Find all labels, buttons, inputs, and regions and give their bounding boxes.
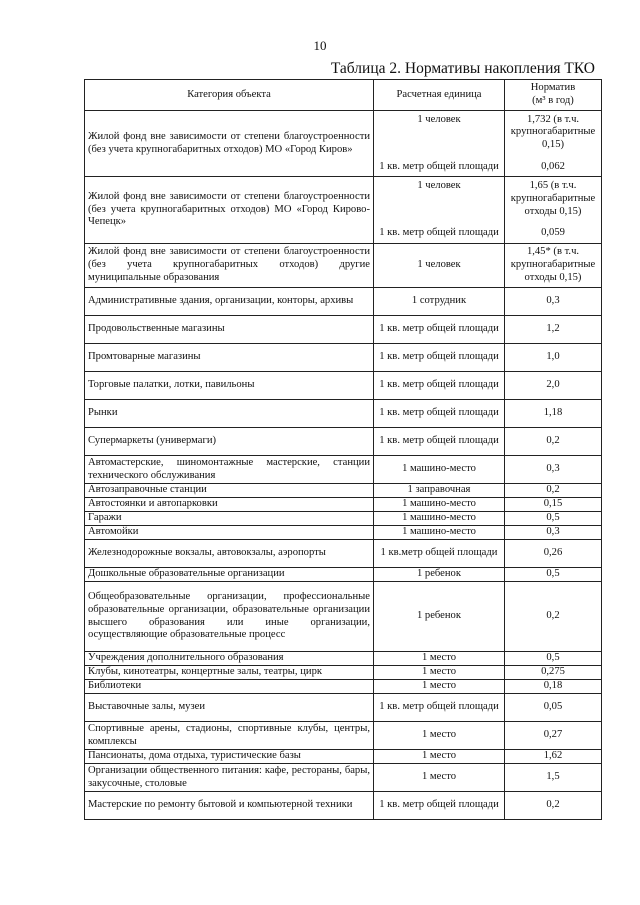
norm-cell: 0,15: [505, 498, 602, 512]
norm-cell: 1,62: [505, 750, 602, 764]
category-cell: Жилой фонд вне зависимости от степени благоустроенности (без учета крупногабаритных отходов) другие муниципальные образования: [85, 244, 374, 288]
unit-cell: 1 человек: [374, 244, 505, 288]
category-cell: Автомойки: [85, 526, 374, 540]
unit-cell: [374, 177, 505, 244]
norm-cell: 0,27: [505, 722, 602, 750]
page-number: 10: [313, 38, 327, 53]
unit-cell: 1 кв. метр общей площади: [374, 316, 505, 344]
table-row: [85, 792, 602, 820]
norm-cell: 1,5: [505, 764, 602, 792]
category-cell: Дошкольные образовательные организации: [85, 568, 374, 582]
category-cell: Библиотеки: [85, 680, 374, 694]
unit-cell: 1 машино-место: [374, 526, 505, 540]
unit-cell: 1 ребенок: [374, 582, 505, 652]
table-row: [85, 694, 602, 722]
category-cell: Административные здания, организации, конторы, архивы: [85, 288, 374, 316]
unit-cell: 1 машино-место: [374, 456, 505, 484]
norm-bottom: 0,059: [541, 227, 565, 239]
category-cell: Промтоварные магазины: [85, 344, 374, 372]
unit-cell: 1 сотрудник: [374, 288, 505, 316]
table-row: [85, 568, 602, 582]
norms-table: [84, 79, 602, 820]
category-cell: Супермаркеты (универмаги): [85, 428, 374, 456]
header-norm-title: Норматив: [530, 82, 576, 94]
norm-cell: 0,3: [505, 526, 602, 540]
norm-cell: 0,5: [505, 652, 602, 666]
table-row: [85, 111, 602, 177]
table-row: [85, 372, 602, 400]
norm-top: 1,732 (в т.ч. крупногабаритные 0,15): [510, 113, 596, 151]
table-caption: Таблица 2. Нормативы накопления ТКО: [330, 60, 595, 77]
table-row: [85, 512, 602, 526]
header-unit: Расчетная единица: [374, 80, 505, 111]
norm-bottom: 0,062: [541, 160, 565, 172]
norm-cell: 0,2: [505, 484, 602, 498]
unit-cell: 1 машино-место: [374, 498, 505, 512]
unit-cell: 1 место: [374, 750, 505, 764]
category-cell: Учреждения дополнительного образования: [85, 652, 374, 666]
unit-cell: 1 кв. метр общей площади: [374, 792, 505, 820]
norm-cell: 0,3: [505, 288, 602, 316]
category-cell: Жилой фонд вне зависимости от степени благоустроенности (без учета крупногабаритных отходов) МО «Город Киров»: [85, 111, 374, 177]
unit-cell: 1 место: [374, 764, 505, 792]
table-row: [85, 498, 602, 512]
unit-top: 1 человек: [417, 180, 461, 191]
header-norm-units: (м³ в год): [532, 95, 574, 106]
table-row: [85, 344, 602, 372]
norm-cell: 2,0: [505, 372, 602, 400]
category-cell: Продовольственные магазины: [85, 316, 374, 344]
table-row: [85, 526, 602, 540]
norm-cell: 0,3: [505, 456, 602, 484]
unit-bottom: 1 кв. метр общей площади: [379, 160, 499, 172]
unit-bottom: 1 кв. метр общей площади: [379, 227, 499, 239]
table-row: [85, 582, 602, 652]
category-cell: Мастерские по ремонту бытовой и компьютерной техники: [85, 792, 374, 820]
table-row: [85, 722, 602, 750]
unit-cell: 1 место: [374, 652, 505, 666]
category-cell: Выставочные залы, музеи: [85, 694, 374, 722]
norm-cell: 1,2: [505, 316, 602, 344]
table-row: [85, 456, 602, 484]
norm-cell: 0,5: [505, 568, 602, 582]
table-row: [85, 244, 602, 288]
category-cell: Организации общественного питания: кафе, рестораны, бары, закусочные, столовые: [85, 764, 374, 792]
norm-cell: 1,45* (в т.ч. крупногабаритные отходы 0,15): [505, 244, 602, 288]
category-cell: Клубы, кинотеатры, концертные залы, театры, цирк: [85, 666, 374, 680]
norm-cell: 0,275: [505, 666, 602, 680]
norm-cell: 0,2: [505, 582, 602, 652]
unit-cell: 1 кв. метр общей площади: [374, 428, 505, 456]
table-row: [85, 666, 602, 680]
table-row: [85, 680, 602, 694]
unit-cell: 1 кв. метр общей площади: [374, 372, 505, 400]
norm-cell: 1,18: [505, 400, 602, 428]
table-row: [85, 177, 602, 244]
table-row: [85, 764, 602, 792]
norm-cell: 0,5: [505, 512, 602, 526]
norm-cell: [505, 111, 602, 177]
unit-cell: 1 место: [374, 680, 505, 694]
category-cell: Автомастерские, шиномонтажные мастерские, станции технического обслуживания: [85, 456, 374, 484]
norm-top: 1,65 (в т.ч. крупногабаритные отходы 0,15): [510, 180, 596, 217]
table-row: [85, 316, 602, 344]
unit-cell: 1 кв. метр общей площади: [374, 694, 505, 722]
unit-cell: 1 машино-место: [374, 512, 505, 526]
unit-cell: 1 кв. метр общей площади: [374, 400, 505, 428]
unit-cell: 1 кв.метр общей площади: [374, 540, 505, 568]
category-cell: Пансионаты, дома отдыха, туристические базы: [85, 750, 374, 764]
unit-cell: 1 ребенок: [374, 568, 505, 582]
table-header-row: [85, 80, 602, 111]
norm-cell: [505, 177, 602, 244]
norm-cell: 0,2: [505, 792, 602, 820]
unit-cell: 1 место: [374, 666, 505, 680]
unit-top: 1 человек: [417, 113, 461, 125]
table-row: [85, 428, 602, 456]
norm-cell: 0,2: [505, 428, 602, 456]
table-row: [85, 750, 602, 764]
table-row: [85, 540, 602, 568]
category-cell: Спортивные арены, стадионы, спортивные клубы, центры, комплексы: [85, 722, 374, 750]
category-cell: Железнодорожные вокзалы, автовокзалы, аэропорты: [85, 540, 374, 568]
table-row: [85, 400, 602, 428]
unit-cell: [374, 111, 505, 177]
category-cell: Рынки: [85, 400, 374, 428]
category-cell: Общеобразовательные организации, профессиональные образовательные организации, образовательные организации высшего образования или иные организации, осуществляющие образовательные процесс: [85, 582, 374, 652]
norm-cell: 1,0: [505, 344, 602, 372]
table-row: [85, 652, 602, 666]
norm-cell: 0,26: [505, 540, 602, 568]
category-cell: Гаражи: [85, 512, 374, 526]
header-norm: [505, 80, 602, 111]
category-cell: Автостоянки и автопарковки: [85, 498, 374, 512]
table-row: [85, 288, 602, 316]
norm-cell: 0,18: [505, 680, 602, 694]
category-cell: Торговые палатки, лотки, павильоны: [85, 372, 374, 400]
header-category: Категория объекта: [85, 80, 374, 111]
norm-cell: 0,05: [505, 694, 602, 722]
unit-cell: 1 заправочная: [374, 484, 505, 498]
table-row: [85, 484, 602, 498]
unit-cell: 1 кв. метр общей площади: [374, 344, 505, 372]
category-cell: Жилой фонд вне зависимости от степени благоустроенности (без учета крупногабаритных отходов) МО «Город Кирово-Чепецк»: [85, 177, 374, 244]
unit-cell: 1 место: [374, 722, 505, 750]
category-cell: Автозаправочные станции: [85, 484, 374, 498]
